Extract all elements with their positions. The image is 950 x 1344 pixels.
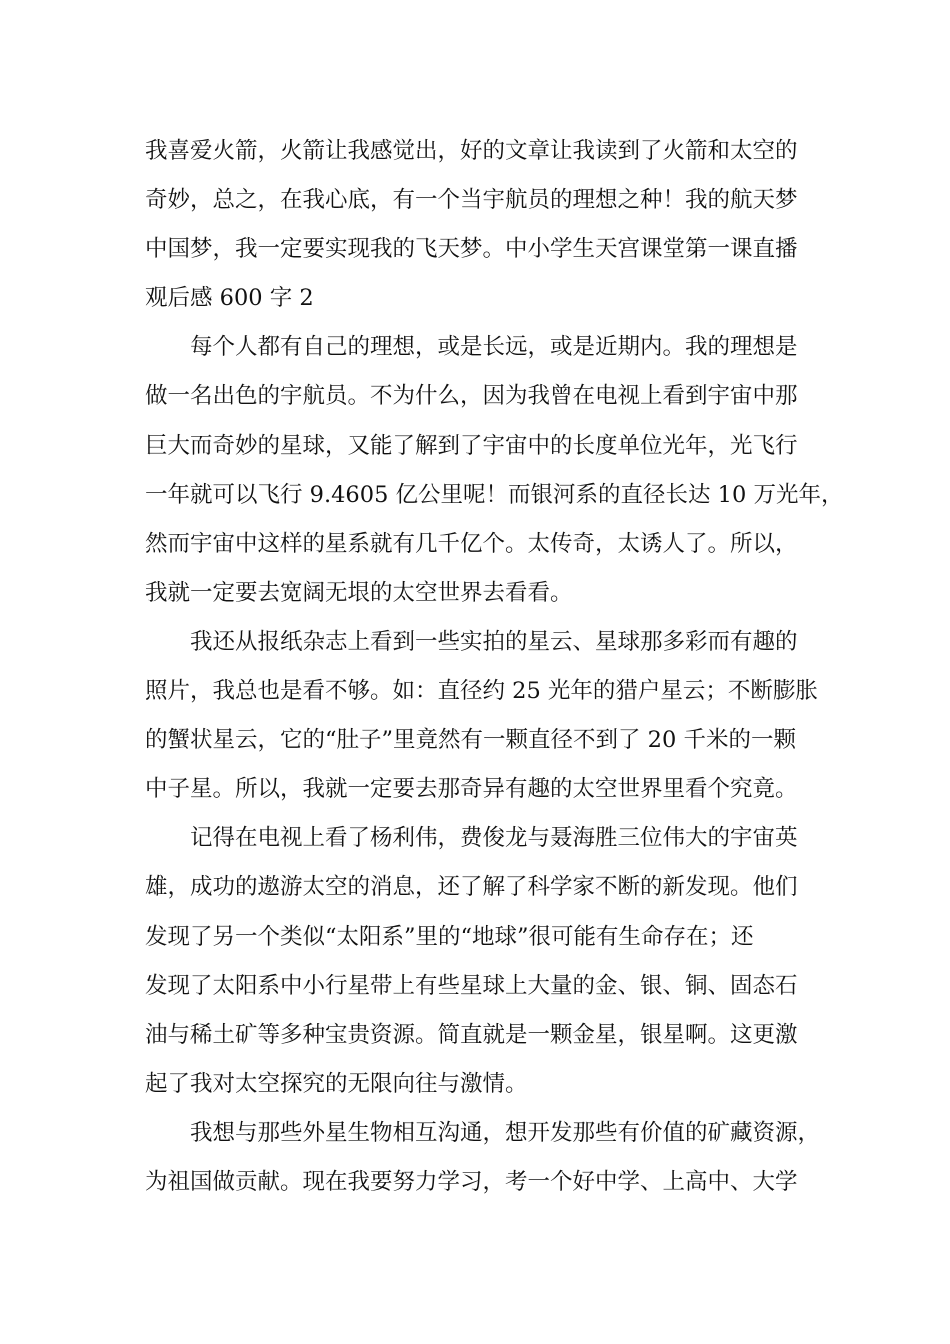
text-line: 照片，我总也是看不够。如：直径约 25 光年的猎户星云；不断膨胀 — [145, 678, 818, 705]
text-line: 的蟹状星云，它的“肚子”里竟然有一颗直径不到了 20 千米的一颗 — [145, 727, 796, 754]
text-line: 奇妙，总之，在我心底，有一个当宇航员的理想之种！我的航天梦 — [145, 187, 798, 214]
paragraph-5 — [145, 1109, 825, 1207]
text-line: 每个人都有自己的理想，或是长远，或是近期内。我的理想是 — [190, 334, 798, 361]
text-line: 然而宇宙中这样的星系就有几千亿个。太传奇，太诱人了。所以， — [145, 530, 798, 557]
text-line: 巨大而奇妙的星球，又能了解到了宇宙中的长度单位光年，光飞行 — [145, 432, 798, 459]
text-line: 中国梦，我一定要实现我的飞天梦。中小学生天宫课堂第一课直播 — [145, 236, 798, 263]
text-line: 做一名出色的宇航员。不为什么，因为我曾在电视上看到宇宙中那 — [145, 383, 798, 410]
paragraph-4 — [145, 814, 825, 1109]
text-line: 我还从报纸杂志上看到一些实拍的星云、星球那多彩而有趣的 — [190, 628, 798, 655]
text-line: 中子星。所以，我就一定要去那奇异有趣的太空世界里看个究竟。 — [145, 776, 798, 803]
text-line: 我喜爱火箭，火箭让我感觉出，好的文章让我读到了火箭和太空的 — [145, 138, 798, 164]
paragraph-2 — [145, 323, 844, 618]
text-line: 发现了另一个类似“太阳系”里的“地球”很可能有生命存在；还 — [145, 923, 754, 950]
document-body — [145, 127, 844, 1207]
text-line: 一年就可以飞行 9.4605 亿公里呢！而银河系的直径长达 10 万光年， — [145, 481, 844, 508]
text-line: 为祖国做贡献。现在我要努力学习，考一个好中学、上高中、大学 — [145, 1168, 798, 1195]
text-line: 发现了太阳系中小行星带上有些星球上大量的金、银、铜、固态石 — [145, 972, 798, 999]
text-line: 油与稀土矿等多种宝贵资源。简直就是一颗金星，银星啊。这更激 — [145, 1021, 798, 1048]
paragraph-1 — [145, 127, 825, 323]
text-line: 记得在电视上看了杨利伟，费俊龙与聂海胜三位伟大的宇宙英 — [190, 825, 798, 852]
text-line: 雄，成功的遨游太空的消息，还了解了科学家不断的新发现。他们 — [145, 874, 798, 901]
paragraph-3 — [145, 618, 825, 814]
text-line: 我想与那些外星生物相互沟通，想开发那些有价值的矿藏资源， — [190, 1119, 821, 1146]
text-line: 我就一定要去宽阔无垠的太空世界去看看。 — [145, 579, 573, 606]
text-line: 观后感 600 字 2 — [145, 285, 314, 312]
text-line: 起了我对太空探究的无限向往与激情。 — [145, 1070, 528, 1097]
